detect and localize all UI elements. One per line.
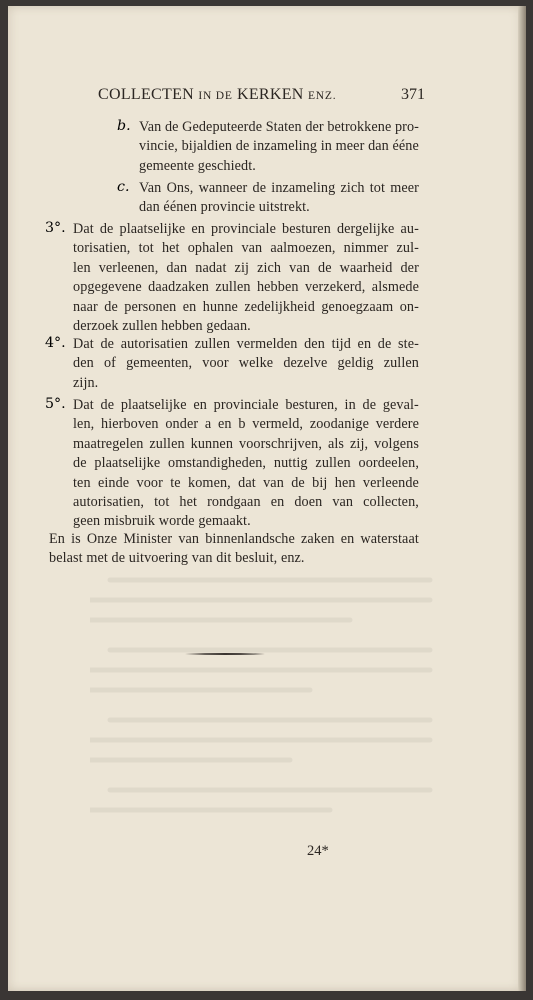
text-line: ten einde voor te komen, dat van de bij hen verleende: [73, 474, 419, 491]
text-line: belast met de uitvoering van dit besluit, enz.: [49, 550, 305, 567]
text-line: En is Onze Minister van binnenlandsche zaken en waterstaat: [49, 531, 419, 547]
running-title: [98, 86, 336, 104]
item-label: b.: [117, 118, 131, 134]
item-4-text: [73, 335, 419, 393]
text-line: derzoek zullen hebben gedaan.: [73, 317, 251, 334]
text-line: Dat de autorisatien zullen vermelden den tijd en de ste-: [73, 336, 419, 352]
item-3-text: [73, 220, 419, 336]
title-small: IN DE: [198, 90, 233, 102]
text-line: dan éénen provincie uitstrekt.: [139, 199, 310, 216]
running-header: [90, 86, 425, 108]
show-through-texture: [90, 570, 450, 830]
item-b-text: [139, 118, 419, 176]
item-label: c.: [117, 179, 130, 195]
item-label: 5°.: [45, 396, 66, 412]
text-line: opgegevene daadzaken zullen hebben verzekerd, alsmede: [73, 279, 419, 296]
text-line: len verleenen, dan nadat zij zich van de waarheid der: [73, 259, 419, 276]
text-line: Dat de plaatselijke en provinciale besturen dergelijke au-: [73, 221, 419, 237]
title-small: ENZ.: [307, 90, 337, 102]
text-line: autorisatien, tot het rondgaan en doen van collecten,: [73, 493, 419, 510]
text-line: vincie, bijaldien de inzameling in meer dan ééne: [139, 138, 419, 155]
closing-paragraph: [49, 530, 419, 569]
page-number: 371: [401, 86, 425, 103]
item-label: 4°.: [45, 335, 66, 351]
text-line: zijn.: [73, 374, 99, 391]
text-line: naar de personen en hunne zedelijkheid genoegzaam on-: [73, 298, 419, 315]
item-c-text: [139, 179, 419, 218]
text-line: den of gemeenten, voor welke dezelve geldig zullen: [73, 355, 419, 372]
text-line: Van de Gedeputeerde Staten der betrokkene pro-: [139, 119, 419, 135]
item-5-text: [73, 396, 419, 532]
text-line: len, hierboven onder a en b vermeld, zoodanige verdere: [73, 416, 419, 433]
text-line: geen misbruik worde gemaakt.: [73, 513, 251, 530]
item-label: 3°.: [45, 220, 66, 236]
text-line: de plaatselijke omstandigheden, nuttig zullen oordeelen,: [73, 455, 419, 472]
text-line: torisatien, tot het ophalen van aalmoezen, nimmer zul-: [73, 240, 419, 257]
text-line: gemeente geschiedt.: [139, 157, 256, 174]
title-part: COLLECTEN: [98, 86, 199, 103]
title-part: KERKEN: [232, 86, 308, 103]
text-line: Dat de plaatselijke en provinciale besturen, in de geval-: [73, 397, 419, 413]
page-edge-shadow: [518, 6, 526, 991]
text-line: Van Ons, wanneer de inzameling zich tot meer: [139, 180, 419, 196]
signature-mark: 24*: [307, 843, 329, 859]
text-line: maatregelen zullen kunnen voorschrijven, als zij, volgens: [73, 435, 419, 452]
